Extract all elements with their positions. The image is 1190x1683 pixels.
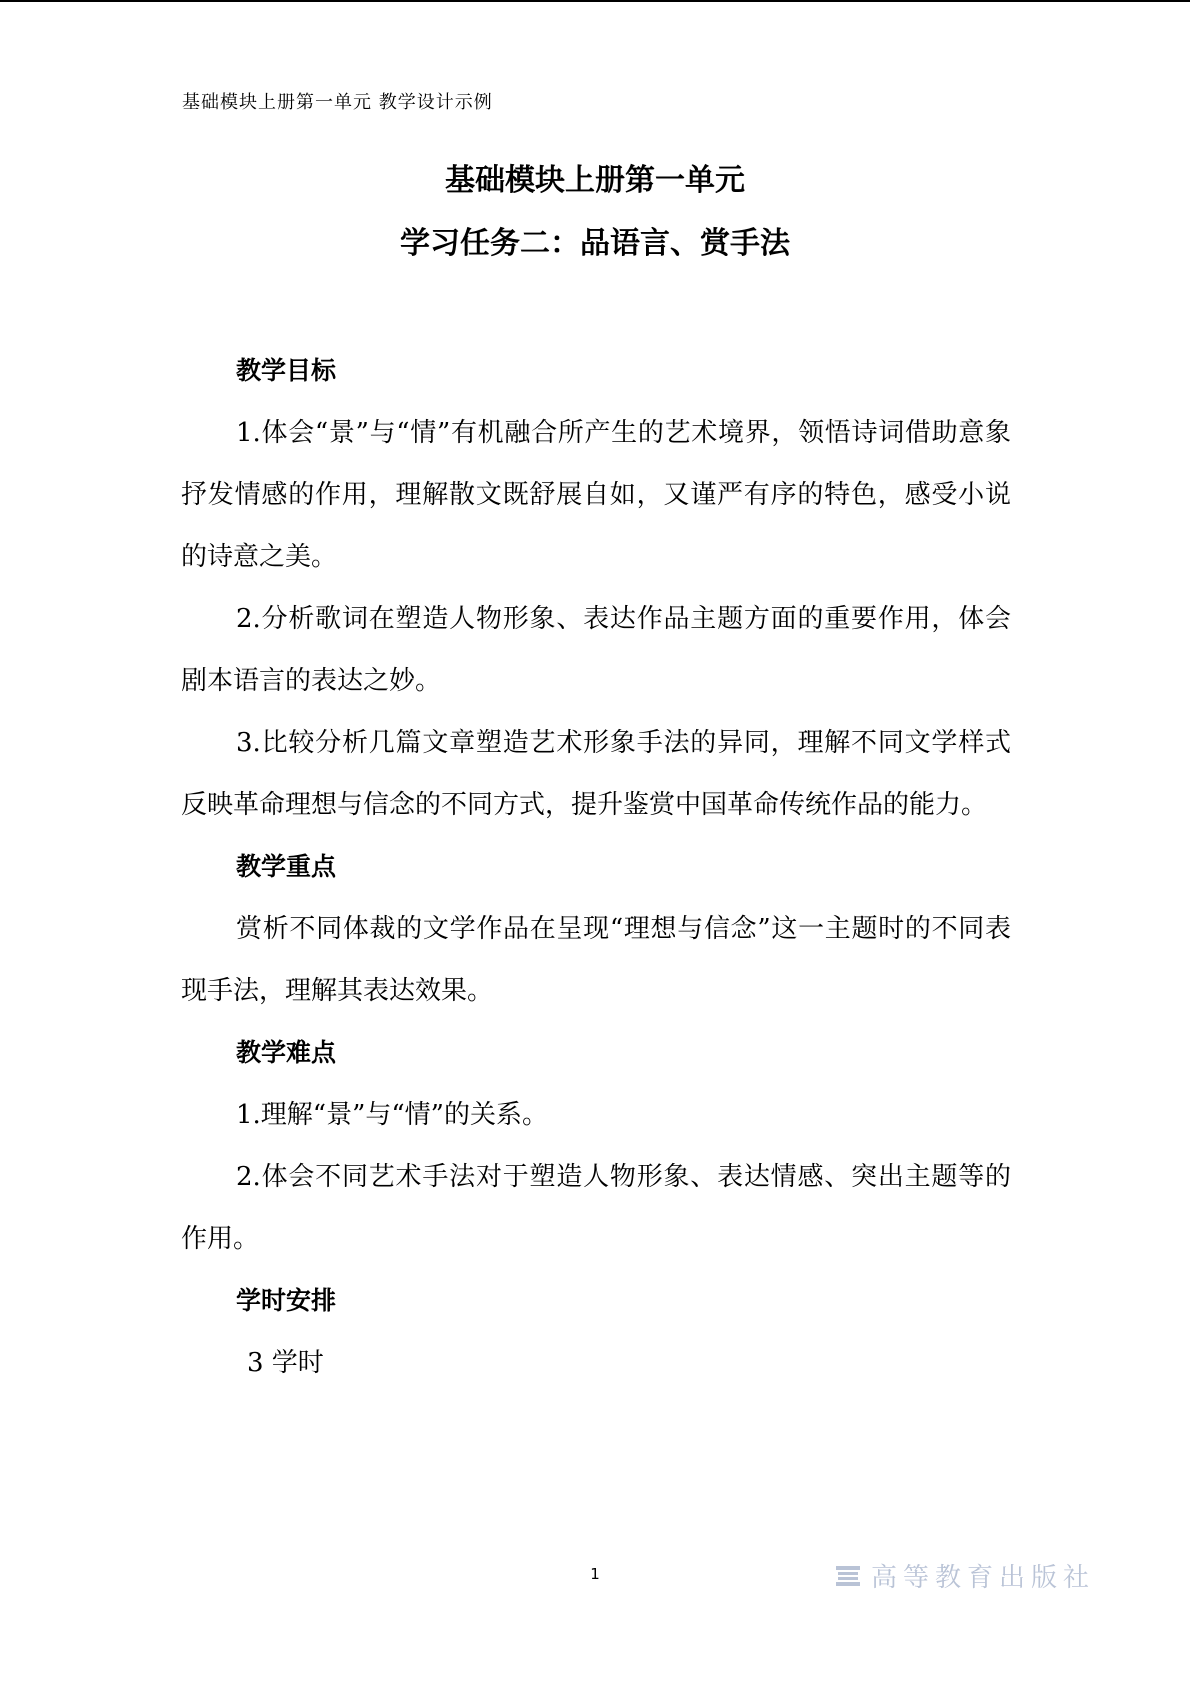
top-border-rule <box>0 0 1190 2</box>
publisher-logo <box>835 1557 1095 1594</box>
key-points-paragraph: 赏析不同体裁的文学作品在呈现“理想与信念”这一主题时的不同表现手法，理解其表达效果。 <box>181 914 1011 1006</box>
difficulty-paragraph-2: 2.体会不同艺术手法对于塑造人物形象、表达情感、突出主题等的作用。 <box>181 1162 1011 1254</box>
objective-paragraph-3: 3.比较分析几篇文章塑造艺术形象手法的异同，理解不同文学样式反映革命理想与信念的不同方式，提升鉴赏中国革命传统作品的能力。 <box>181 728 1011 820</box>
objective-paragraph-2: 2.分析歌词在塑造人物形象、表达作品主题方面的重要作用，体会剧本语言的表达之妙。 <box>181 604 1011 696</box>
document-body <box>181 340 1011 1394</box>
section-heading-key-points: 教学重点 <box>236 852 337 881</box>
objective-paragraph-1: 1.体会“景”与“情”有机融合所产生的艺术境界，领悟诗词借助意象抒发情感的作用，理解散文既舒展自如，又谨严有序的特色，感受小说的诗意之美。 <box>181 418 1011 572</box>
publisher-name: 高等教育出版社 <box>871 1563 1096 1593</box>
schedule-hours: 3 学时 <box>247 1348 324 1378</box>
section-heading-objectives: 教学目标 <box>236 356 337 385</box>
page-number: 1 <box>590 1565 600 1583</box>
document-title: 基础模块上册第一单元 <box>445 163 745 198</box>
running-header: 基础模块上册第一单元 教学设计示例 <box>182 92 493 113</box>
section-heading-difficulties: 教学难点 <box>236 1038 337 1067</box>
difficulty-paragraph-1: 1.理解“景”与“情”的关系。 <box>236 1100 548 1130</box>
publisher-emblem-icon <box>835 1565 861 1587</box>
document-subtitle: 学习任务二：品语言、赏手法 <box>400 226 790 261</box>
section-heading-schedule: 学时安排 <box>236 1286 337 1315</box>
